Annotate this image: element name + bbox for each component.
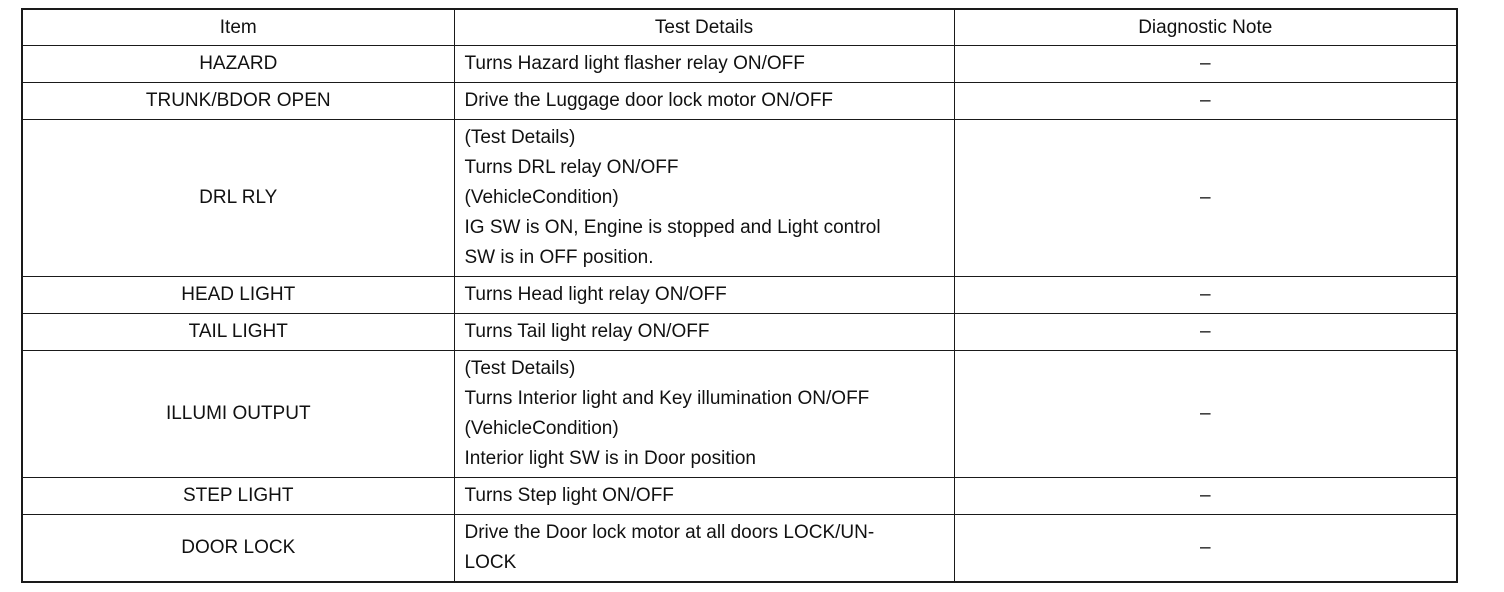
header-row xyxy=(22,9,1457,46)
item-cell: STEP LIGHT xyxy=(22,478,454,515)
details-cell xyxy=(454,478,954,515)
details-cell xyxy=(454,83,954,120)
active-test-table xyxy=(21,8,1458,583)
details-cell xyxy=(454,515,954,583)
details-cell xyxy=(454,277,954,314)
details-line: (Test Details) xyxy=(464,127,576,148)
table-row xyxy=(22,120,1457,277)
table-row xyxy=(22,277,1457,314)
details-line: (VehicleCondition) xyxy=(464,187,619,208)
header-item: Item xyxy=(22,9,454,46)
details-line: Turns Interior light and Key illumination ON/OFF xyxy=(464,388,870,409)
item-cell: DRL RLY xyxy=(22,120,454,277)
table-row xyxy=(22,314,1457,351)
item-cell: HAZARD xyxy=(22,46,454,83)
table-row xyxy=(22,46,1457,83)
details-cell xyxy=(454,314,954,351)
details-line: Turns DRL relay ON/OFF xyxy=(464,157,679,178)
details-line: Interior light SW is in Door position xyxy=(464,448,756,469)
table-row xyxy=(22,83,1457,120)
header-diagnostic-note: Diagnostic Note xyxy=(954,9,1457,46)
item-cell: TRUNK/BDOR OPEN xyxy=(22,83,454,120)
details-line: Turns Step light ON/OFF xyxy=(464,485,674,506)
note-cell: – xyxy=(954,351,1457,478)
table-row xyxy=(22,478,1457,515)
table-row xyxy=(22,351,1457,478)
item-cell: ILLUMI OUTPUT xyxy=(22,351,454,478)
details-line: Turns Head light relay ON/OFF xyxy=(464,284,727,305)
note-cell: – xyxy=(954,120,1457,277)
note-cell: – xyxy=(954,277,1457,314)
details-line: Turns Hazard light flasher relay ON/OFF xyxy=(464,53,805,74)
details-line: Drive the Door lock motor at all doors LOCK/UN- xyxy=(464,522,875,543)
details-cell xyxy=(454,351,954,478)
item-cell: DOOR LOCK xyxy=(22,515,454,583)
item-cell: TAIL LIGHT xyxy=(22,314,454,351)
details-line: Drive the Luggage door lock motor ON/OFF xyxy=(464,90,834,111)
note-cell: – xyxy=(954,83,1457,120)
item-cell: HEAD LIGHT xyxy=(22,277,454,314)
note-cell: – xyxy=(954,46,1457,83)
note-cell: – xyxy=(954,314,1457,351)
note-cell: – xyxy=(954,478,1457,515)
details-line: IG SW is ON, Engine is stopped and Light control xyxy=(464,217,881,238)
details-line: SW is in OFF position. xyxy=(464,247,654,268)
details-line: (Test Details) xyxy=(464,358,576,379)
details-line: (VehicleCondition) xyxy=(464,418,619,439)
note-cell: – xyxy=(954,515,1457,583)
details-line: Turns Tail light relay ON/OFF xyxy=(464,321,710,342)
header-test-details: Test Details xyxy=(454,9,954,46)
table-row xyxy=(22,515,1457,583)
details-cell xyxy=(454,120,954,277)
details-cell xyxy=(454,46,954,83)
details-line: LOCK xyxy=(464,552,517,573)
